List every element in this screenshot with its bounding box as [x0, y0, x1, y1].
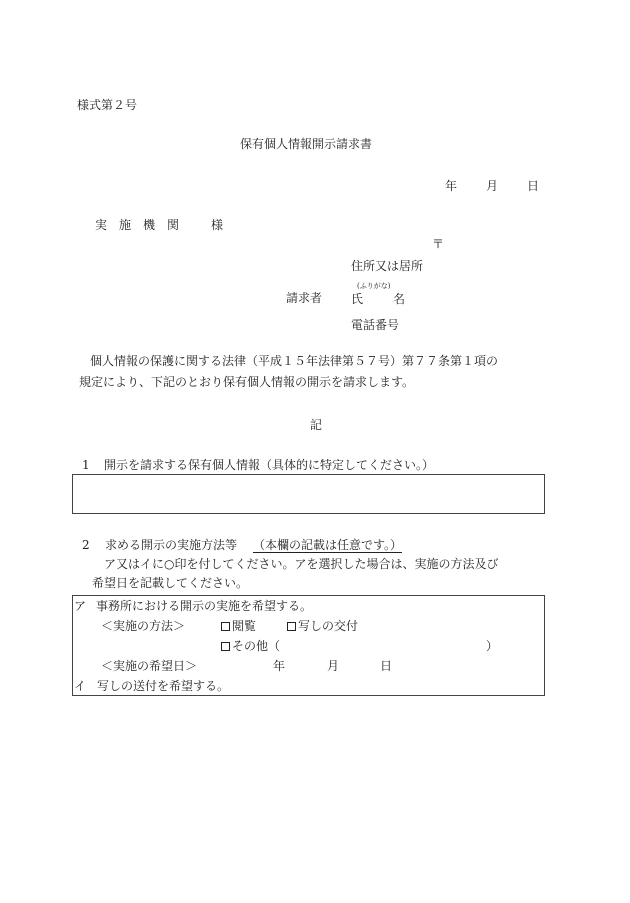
checkbox-view[interactable] [221, 622, 230, 631]
method-copy-option[interactable] [287, 620, 358, 632]
addressee-honorific: 様 [211, 218, 224, 232]
date-month-label: 月 [486, 179, 499, 193]
date-preference-year: 年 [273, 659, 286, 673]
name-label-second: 名 [393, 292, 406, 306]
method-label: ＜実施の方法＞ [101, 619, 186, 633]
date-preference-label: ＜実施の希望日＞ [101, 659, 198, 673]
method-copy-label: 写しの交付 [298, 619, 359, 633]
option-a-marker[interactable]: ア [74, 599, 87, 613]
date-preference-month: 月 [327, 659, 340, 673]
document-title: 保有個人情報開示請求書 [240, 137, 373, 151]
intro-line-2: 規定により、下記のとおり保有個人情報の開示を請求します。 [79, 375, 415, 389]
phone-label: 電話番号 [351, 318, 400, 332]
method-view-label: 閲覧 [232, 619, 257, 633]
section2-instruction-1: ア又はイに○印を付してください。アを選択した場合は、実施の方法及び [104, 557, 499, 571]
method-other-label: その他（ [232, 639, 281, 653]
section2-number: 2 [82, 538, 90, 552]
requester-label: 請求者 [286, 291, 323, 305]
section2-instruction-2: 希望日を記載してください。 [92, 576, 249, 590]
section1-text: 開示を請求する保有個人情報（具体的に特定してください。） [104, 458, 435, 472]
date-year-label: 年 [445, 179, 458, 193]
name-label-first: 氏 [351, 292, 364, 306]
furigana-label: (ふりがな) [357, 282, 391, 290]
section1-number: 1 [82, 458, 90, 472]
ki-heading: 記 [310, 418, 323, 432]
postal-mark: 〒 [432, 237, 445, 251]
method-view-option[interactable] [221, 620, 256, 632]
section2-text: 求める開示の実施方法等 [105, 538, 238, 552]
section2-note: （本欄の記載は任意です。） [253, 538, 403, 552]
date-preference-day: 日 [380, 659, 393, 673]
date-day-label: 日 [527, 179, 540, 193]
option-a-text: 事務所における開示の実施を希望する。 [96, 599, 313, 613]
option-b-text: 写しの送付を希望する。 [97, 679, 230, 693]
checkbox-copy[interactable] [287, 622, 296, 631]
method-other-close: ） [486, 639, 499, 653]
option-b-marker[interactable]: イ [74, 679, 87, 693]
method-other-option[interactable] [221, 640, 280, 652]
form-number: 様式第２号 [77, 98, 138, 112]
address-label: 住所又は居所 [351, 259, 424, 273]
section1-input-box[interactable] [72, 474, 545, 514]
checkbox-other[interactable] [221, 642, 230, 651]
addressee-org: 実 施 機 関 [95, 218, 180, 232]
intro-line-1: 個人情報の保護に関する法律（平成１５年法律第５７号）第７７条第１項の [90, 354, 499, 368]
